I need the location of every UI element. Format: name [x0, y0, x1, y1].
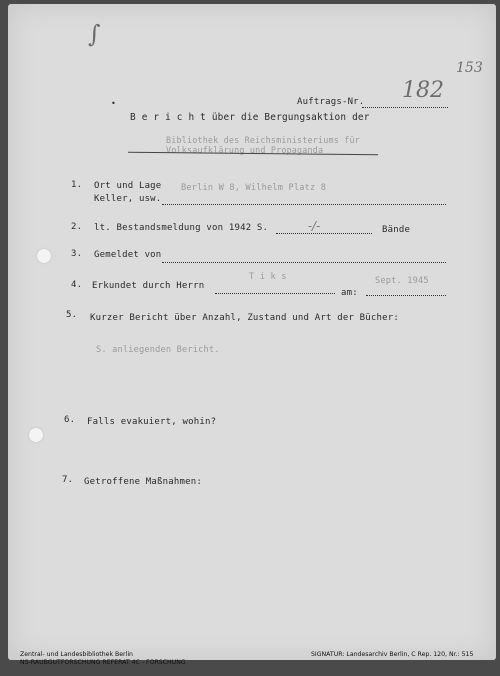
item-6-number: 6.	[64, 415, 76, 425]
item-5-number: 5.	[66, 310, 78, 320]
library-name-line2: Volksaufklärung und Propaganda	[166, 145, 324, 155]
handwritten-page-number: 153	[456, 60, 483, 76]
item-3-label: Gemeldet von	[94, 250, 162, 260]
item-6-label: Falls evakuiert, wohin?	[87, 417, 217, 427]
item-4-label: Erkundet durch Herrn	[92, 281, 205, 291]
auftrag-label: Auftrags-Nr.	[297, 97, 365, 107]
item-7-number: 7.	[62, 475, 74, 485]
handwritten-corner-mark: ∫	[88, 20, 101, 48]
item-7-label: Getroffene Maßnahmen:	[84, 477, 202, 487]
item-2-label: lt. Bestandsmeldung von 1942 S.	[94, 223, 269, 233]
punch-hole-bottom	[29, 428, 43, 442]
library-name-line1: Bibliothek des Reichsministeriums für	[166, 135, 360, 145]
item-2-suffix: Bände	[382, 225, 411, 235]
item-1-label: Ort und Lage	[94, 181, 162, 191]
footer-institution: Zentral- und Landesbibliothek Berlin	[20, 651, 133, 658]
punch-hole-top	[37, 249, 51, 263]
item-4-number: 4.	[71, 280, 83, 290]
item-3-number: 3.	[71, 249, 83, 259]
item-1-value: Berlin W 8, Wilhelm Platz 8	[181, 183, 327, 193]
item-2-handwritten-dash: -/-	[308, 219, 321, 233]
item-5-value: S. anliegenden Bericht.	[96, 345, 220, 355]
bullet-mark: •	[111, 99, 117, 108]
item-5-label: Kurzer Bericht über Anzahl, Zustand und Art der Bücher:	[90, 313, 400, 323]
auftrag-dots	[362, 107, 448, 108]
item-4-dots-date	[366, 295, 446, 296]
item-3-dots	[162, 262, 446, 263]
item-2-number: 2.	[71, 222, 83, 232]
item-2-dots	[276, 233, 372, 234]
item-4-am-label: am:	[341, 288, 358, 298]
item-4-value-date: Sept. 1945	[375, 276, 429, 286]
item-4-dots-name	[215, 293, 335, 294]
item-1-dots	[162, 204, 446, 205]
item-1-number: 1.	[71, 180, 83, 190]
footer-signature: SIGNATUR: Landesarchiv Berlin, C Rep. 120, Nr.: 515	[311, 651, 474, 658]
report-title: B e r i c h t über die Bergungsaktion der	[130, 112, 370, 123]
handwritten-order-number: 182	[402, 78, 444, 103]
item-4-value-name: T i k s	[249, 272, 287, 282]
footer-department: NS-RAUBGUTFORSCHUNG REFERAT 4C - FORSCHUNG	[20, 659, 186, 666]
item-1-label2: Keller, usw.	[94, 194, 162, 204]
